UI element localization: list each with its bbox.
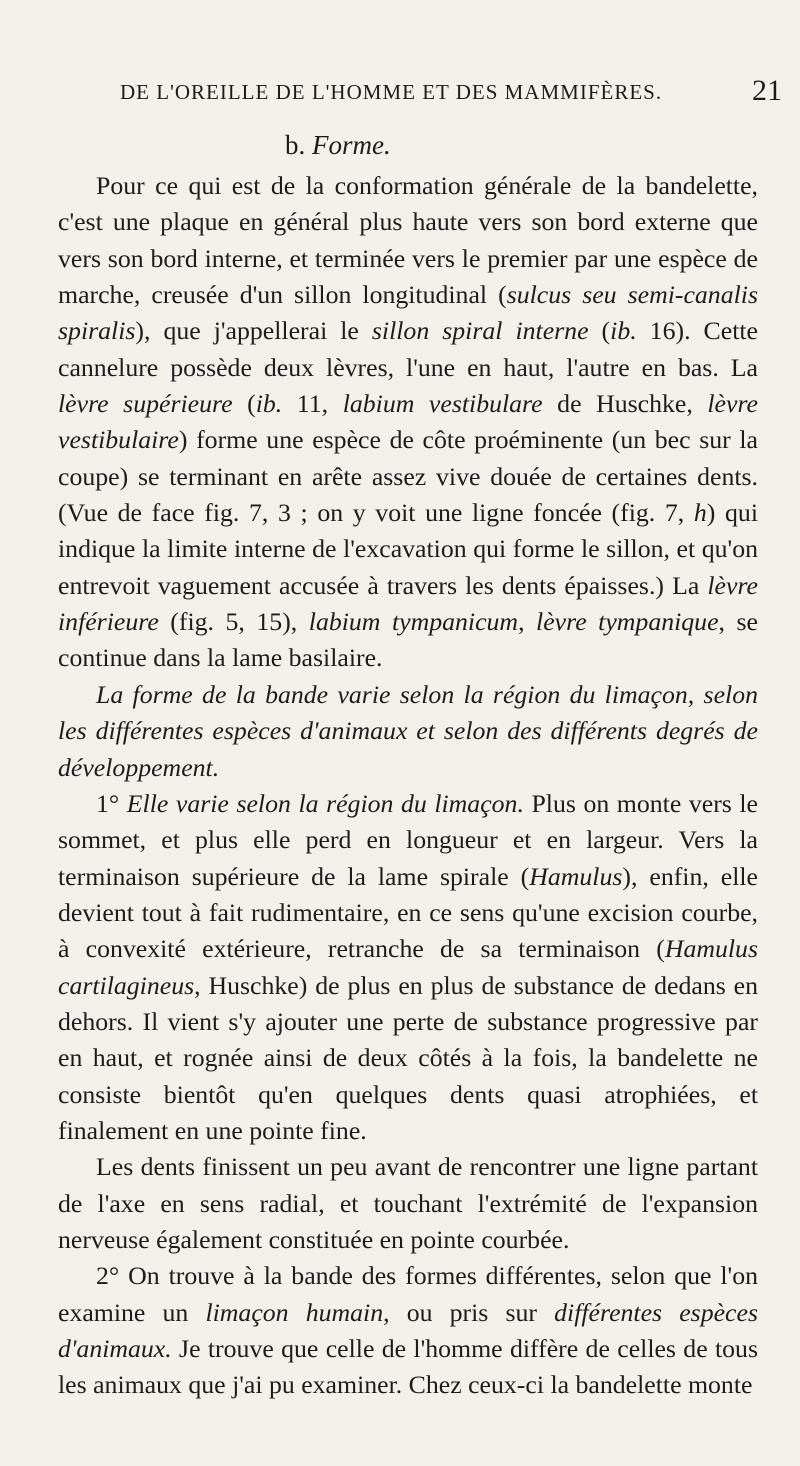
text-run: ) qui indique la limite interne de l'excavation qui forme le sillon, et qu'on entrevoit vaguement accusée à travers les dents épaisses.) La — [58, 498, 758, 600]
italic-run: lèvre tympanique — [536, 607, 719, 637]
paragraph-2 — [58, 677, 758, 786]
text-run: , Huschke) de plus en plus de substance de dedans en dehors. Il vient s'y ajouter une perte de substance progressive par en haut, et rognée ainsi de deux côtés à la fois, la bandelette ne consiste bientôt qu'en quelques dents quasi atrophiées, et finalement en une pointe fine. — [58, 970, 758, 1145]
italic-run: lèvre supérieure — [58, 389, 233, 419]
italic-run: lèvre vestibulaire — [58, 389, 758, 455]
section-title — [285, 130, 391, 161]
text-run: ( — [588, 316, 611, 346]
text-run: de Huschke, — [542, 389, 708, 419]
text-run: Les dents finissent un peu avant de rencontrer une ligne partant de l'axe en sens radial, et touchant l'extrémité de l'expansion nerveuse également constituée en pointe courbée. — [58, 1152, 758, 1254]
page-number: 21 — [752, 74, 782, 107]
italic-run: labium vestibulare — [342, 389, 543, 419]
italic-run: limaçon humain — [205, 1297, 384, 1327]
italic-run: labium tympanicum — [308, 607, 519, 637]
italic-run: lèvre inférieure — [58, 570, 758, 637]
italic-run: Elle varie selon la région du limaçon. — [126, 788, 524, 818]
text-run: , — [518, 607, 537, 637]
paragraph-1 — [58, 168, 758, 677]
paragraph-4 — [58, 1149, 758, 1258]
paragraph-3 — [58, 786, 758, 1149]
italic-run: h — [693, 498, 707, 528]
text-run: ), que j'appellerai le — [135, 316, 372, 346]
italic-run: sillon spiral interne — [371, 316, 589, 346]
italic-run: Hamulus — [529, 861, 623, 891]
text-run: ), enfin, elle devient tout à fait rudimentaire, en ce sens qu'une excision courbe, à convexité extérieure, retranche de sa terminaison ( — [58, 861, 758, 964]
paragraph-5 — [58, 1258, 758, 1403]
text-run: Plus on monte vers le sommet, et plus elle perd en longueur et en largeur. Vers la terminaison supérieure de la lame spirale ( — [58, 788, 758, 891]
text-run: 2° On trouve à la bande des formes différentes, selon que l'on examine un — [58, 1261, 758, 1327]
section-title-text: Forme. — [312, 130, 391, 160]
text-run: ) forme une espèce de côte proéminente (un bec sur la coupe) se terminant en arête assez vive douée de certaines dents. (Vue de face fig. 7, 3 ; on y voit une ligne foncée (fig. 7, — [58, 425, 758, 528]
text-run: , ou pris sur — [383, 1297, 555, 1327]
body-text — [58, 168, 758, 1404]
italic-run: ib. — [255, 389, 283, 419]
text-run: , se continue dans la lame basilaire. — [58, 607, 758, 673]
italic-run: Hamulus cartilagineus — [58, 934, 758, 1000]
running-header: DE L'OREILLE DE L'HOMME ET DES MAMMIFÈRES. — [120, 80, 663, 104]
text-run: Pour ce qui est de la conformation générale de la bandelette, c'est une plaque en général plus haute vers son bord externe que vers son bord interne, et terminée vers le premier par une espèce de marche, creusée d'un sillon longitudinal ( — [58, 171, 758, 310]
text-run: 16). Cette cannelure possède deux lèvres, l'une en haut, l'autre en bas. La — [58, 316, 758, 382]
italic-run: ib. — [610, 316, 637, 346]
italic-run: sulcus seu semi-canalis spiralis — [58, 280, 758, 346]
text-run: 1° — [96, 788, 127, 818]
text-run: Je trouve que celle de l'homme diffère de celles de tous les animaux que j'ai pu examiner. Chez ceux-ci la bandelette monte — [58, 1334, 758, 1400]
text-run: ( — [232, 389, 256, 419]
italic-run: différentes espèces d'animaux. — [58, 1297, 758, 1363]
text-run: 11, — [282, 389, 343, 419]
section-title-prefix: b. — [285, 130, 306, 160]
italic-run: La forme de la bande varie selon la région du limaçon, selon les différentes espèces d'animaux et selon des différents degrés de développement. — [58, 679, 758, 782]
text-run: (fig. 5, 15), — [158, 607, 309, 637]
